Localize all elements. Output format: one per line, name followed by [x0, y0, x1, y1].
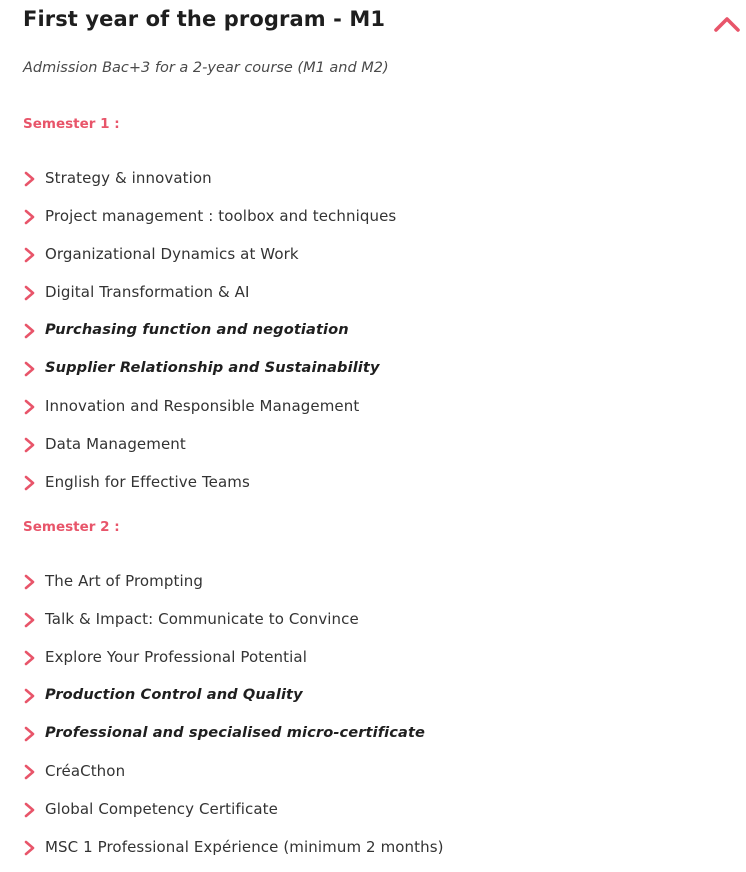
- course-label: Innovation and Responsible Management: [45, 397, 360, 415]
- semester-1-course-list: [0, 160, 746, 502]
- course-item: [0, 715, 746, 753]
- course-item: [0, 350, 746, 388]
- semester-2-heading: Semester 2 :: [23, 519, 120, 535]
- accordion-title: First year of the program - M1: [23, 7, 386, 31]
- course-item: [0, 198, 746, 236]
- course-label: Professional and specialised micro-certificate: [45, 724, 426, 741]
- chevron-up-icon[interactable]: [712, 12, 742, 36]
- semester-1-heading: Semester 1 :: [23, 116, 120, 132]
- course-label: Digital Transformation & AI: [45, 283, 250, 301]
- course-label: Strategy & innovation: [45, 169, 212, 187]
- course-item: [0, 388, 746, 426]
- course-label: Project management : toolbox and techniques: [45, 207, 397, 225]
- chevron-right-icon: [23, 840, 36, 856]
- course-item: [0, 236, 746, 274]
- chevron-right-icon: [23, 726, 36, 742]
- course-item: [0, 601, 746, 639]
- course-label: CréaCthon: [45, 762, 126, 780]
- course-item: [0, 563, 746, 601]
- chevron-right-icon: [23, 764, 36, 780]
- chevron-right-icon: [23, 209, 36, 225]
- course-label: Talk & Impact: Communicate to Convince: [45, 610, 359, 628]
- chevron-right-icon: [23, 285, 36, 301]
- course-label: MSC 1 Professional Expérience (minimum 2 months): [45, 838, 444, 856]
- chevron-right-icon: [23, 247, 36, 263]
- course-label: Global Competency Certificate: [45, 800, 278, 818]
- course-item: [0, 160, 746, 198]
- course-item: [0, 829, 746, 867]
- course-label: English for Effective Teams: [45, 473, 250, 491]
- course-label: Production Control and Quality: [45, 686, 303, 703]
- course-item: [0, 464, 746, 502]
- course-label: Data Management: [45, 435, 186, 453]
- chevron-right-icon: [23, 361, 36, 377]
- course-label: Organizational Dynamics at Work: [45, 245, 299, 263]
- course-label: Purchasing function and negotiation: [45, 321, 349, 338]
- chevron-right-icon: [23, 437, 36, 453]
- chevron-right-icon: [23, 574, 36, 590]
- course-item: [0, 274, 746, 312]
- course-item: [0, 639, 746, 677]
- chevron-right-icon: [23, 612, 36, 628]
- course-item: [0, 677, 746, 715]
- chevron-right-icon: [23, 650, 36, 666]
- accordion-header[interactable]: [0, 0, 746, 48]
- semester-2-course-list: [0, 563, 746, 867]
- course-label: Explore Your Professional Potential: [45, 648, 307, 666]
- course-item: [0, 753, 746, 791]
- course-label: Supplier Relationship and Sustainability: [45, 359, 380, 376]
- course-item: [0, 312, 746, 350]
- chevron-right-icon: [23, 475, 36, 491]
- chevron-right-icon: [23, 323, 36, 339]
- chevron-right-icon: [23, 171, 36, 187]
- course-item: [0, 791, 746, 829]
- course-item: [0, 426, 746, 464]
- chevron-right-icon: [23, 399, 36, 415]
- course-label: The Art of Prompting: [45, 572, 203, 590]
- chevron-right-icon: [23, 688, 36, 704]
- admission-subtitle: Admission Bac+3 for a 2-year course (M1 and M2): [23, 60, 389, 76]
- chevron-right-icon: [23, 802, 36, 818]
